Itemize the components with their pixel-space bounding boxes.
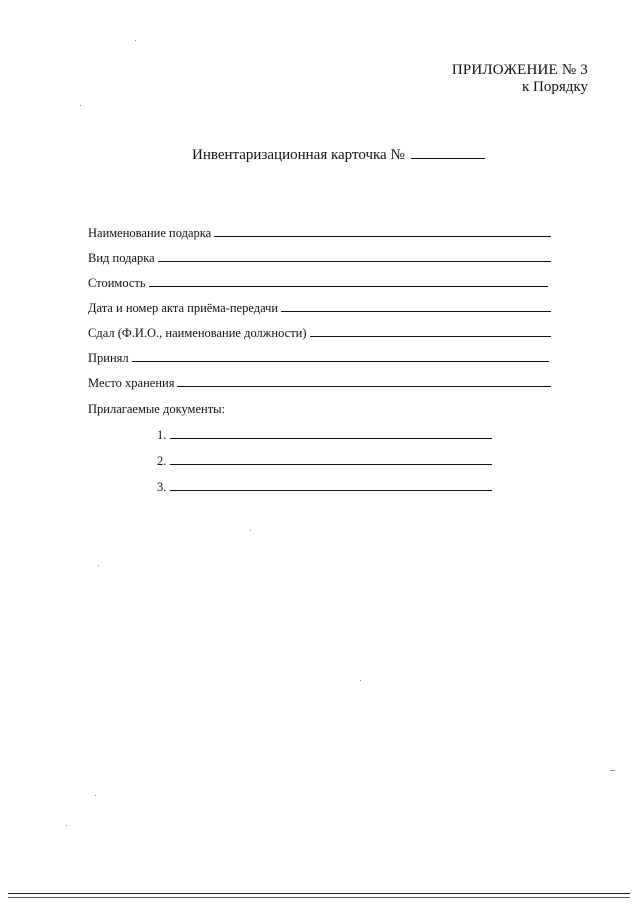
card-title-text: Инвентаризационная карточка № xyxy=(192,147,405,163)
scan-speck xyxy=(95,795,96,796)
attached-document-blank-line[interactable] xyxy=(170,479,492,491)
scan-speck xyxy=(80,105,81,106)
field-label: Стоимость xyxy=(88,276,146,290)
bottom-scan-edge xyxy=(8,893,630,894)
attached-document-blank-line[interactable] xyxy=(170,453,492,465)
field-act-date-number xyxy=(88,300,551,316)
scan-speck xyxy=(98,565,99,566)
attached-documents-label: Прилагаемые документы: xyxy=(88,402,226,416)
card-number-blank[interactable] xyxy=(411,145,485,159)
field-cost xyxy=(88,275,548,291)
attached-document-number: 3. xyxy=(157,480,167,494)
field-blank-line[interactable] xyxy=(281,300,551,312)
scan-speck xyxy=(66,825,67,826)
appendix-heading xyxy=(452,62,588,96)
attached-document-item xyxy=(157,427,492,443)
appendix-number: ПРИЛОЖЕНИЕ № 3 xyxy=(451,62,588,78)
attached-document-blank-line[interactable] xyxy=(170,427,492,439)
field-blank-line[interactable] xyxy=(149,275,548,287)
attached-document-item xyxy=(157,453,492,469)
attached-document-item xyxy=(157,479,492,495)
field-label: Сдал (Ф.И.О., наименование должности) xyxy=(88,326,307,340)
field-label: Наименование подарка xyxy=(88,226,212,240)
field-storage-place xyxy=(88,375,551,391)
field-received-by xyxy=(88,350,549,366)
field-blank-line[interactable] xyxy=(177,375,551,387)
bottom-scan-edge xyxy=(8,897,630,898)
field-label: Место хранения xyxy=(88,376,175,390)
field-gift-type xyxy=(88,250,551,266)
field-label: Вид подарка xyxy=(88,251,155,265)
field-blank-line[interactable] xyxy=(310,325,551,337)
field-handed-over-by xyxy=(88,325,551,341)
field-label: Дата и номер акта приёма-передачи xyxy=(88,301,279,315)
attached-document-number: 1. xyxy=(157,428,167,442)
field-blank-line[interactable] xyxy=(132,350,549,362)
scan-speck xyxy=(250,530,251,531)
attached-document-number: 2. xyxy=(157,454,167,468)
field-blank-line[interactable] xyxy=(158,250,551,262)
field-blank-line[interactable] xyxy=(214,225,551,237)
scan-speck xyxy=(360,680,361,681)
field-label: Принял xyxy=(88,351,129,365)
scan-speck xyxy=(610,770,615,771)
field-gift-name xyxy=(88,225,551,241)
card-title xyxy=(192,145,485,164)
scan-speck xyxy=(135,40,136,41)
appendix-reference: к Порядку xyxy=(522,79,588,95)
